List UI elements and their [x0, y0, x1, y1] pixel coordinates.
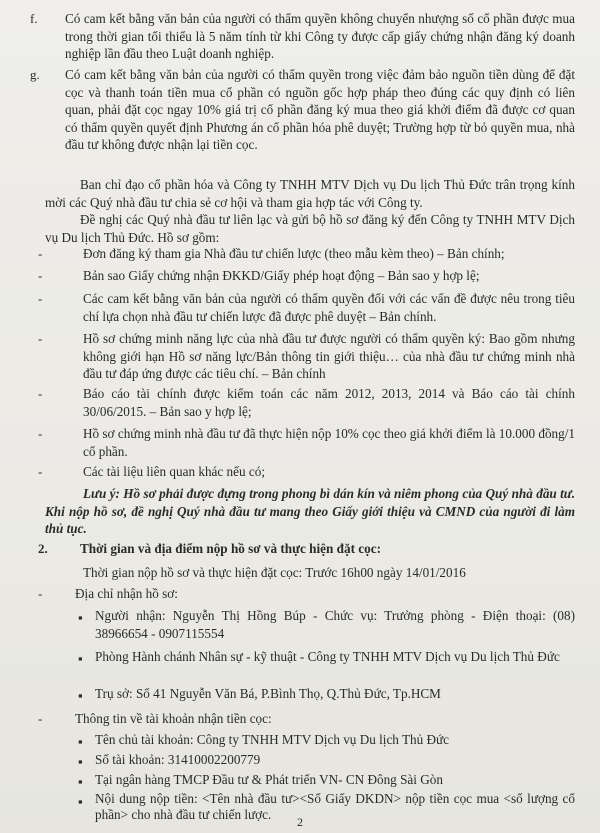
intro-paragraph-2: Đề nghị các Quý nhà đầu tư liên lạc và gửi bộ hồ sơ đăng ký đến Công ty TNHH MTV Dịch vụ Du lịch Thủ Đức. Hồ sơ gồm: — [45, 212, 575, 245]
account-bullet-1: Tên chủ tài khoản: Công ty TNHH MTV Dịch vụ Du lịch Thủ Đức — [95, 732, 450, 747]
page-number: 2 — [297, 815, 303, 829]
dash-marker: - — [38, 464, 43, 479]
dash-marker: - — [38, 268, 43, 283]
account-bullet-4: Nội dung nộp tiền: <Tên nhà đầu tư><Số Giấy DKDN> nộp tiền cọc mua <số lượng cổ phần> cho nhà đầu tư chiến lược. — [95, 791, 575, 822]
doc-item-2: Bản sao Giấy chứng nhận ĐKKD/Giấy phép hoạt động – Bản sao y hợp lệ; — [83, 268, 480, 283]
doc-item-1: Đơn đăng ký tham gia Nhà đầu tư chiến lược (theo mẫu kèm theo) – Bản chính; — [83, 246, 505, 261]
item-g-marker: g. — [30, 67, 40, 82]
square-bullet-icon: ▪ — [78, 794, 83, 809]
item-g-text: Có cam kết bằng văn bản của người có thẩm quyền trong việc đảm bảo nguồn tiền dùng để đặt cọc và thanh toán tiền mua cổ phần có nguồn gốc hợp pháp theo đúng các quy định có liên quan, phải đặt cọc ngay 10% giá trị cổ phần đăng ký mua theo giá khởi điểm đã được cơ quan có thẩm quyền quyết định Phương án cổ phần hóa phê duyệt; Trường hợp từ bỏ quyền mua, nhà đầu tư không được nhận lại tiền cọc. — [65, 67, 575, 152]
address-bullet-3: Trụ sở: Số 41 Nguyễn Văn Bá, P.Bình Thọ, Q.Thủ Đức, Tp.HCM — [95, 686, 441, 701]
square-bullet-icon: ▪ — [78, 754, 83, 769]
item-f-marker: f. — [30, 11, 38, 26]
square-bullet-icon: ▪ — [78, 688, 83, 703]
doc-item-7: Các tài liệu liên quan khác nếu có; — [83, 464, 265, 479]
deadline-text: Thời gian nộp hồ sơ và thực hiện đặt cọc: Trước 16h00 ngày 14/01/2016 — [83, 565, 466, 580]
square-bullet-icon: ▪ — [78, 734, 83, 749]
dash-marker: - — [38, 246, 43, 261]
account-label: Thông tin về tài khoản nhận tiền cọc: — [75, 711, 272, 726]
intro-paragraph-1: Ban chỉ đạo cổ phần hóa và Công ty TNHH MTV Dịch vụ Du lịch Thủ Đức trân trọng kính mời các Quý nhà đầu tư chia sẻ cơ hội và tham gia hợp tác với Công ty. — [45, 177, 575, 210]
dash-marker: - — [38, 331, 43, 346]
square-bullet-icon: ▪ — [78, 610, 83, 625]
square-bullet-icon: ▪ — [78, 651, 83, 666]
account-bullet-2: Số tài khoản: 31410002200779 — [95, 752, 261, 767]
address-bullet-1: Người nhận: Nguyễn Thị Hồng Búp - Chức vụ: Trưởng phòng - Điện thoại: (08) 38966654 - 0907115554 — [95, 608, 575, 641]
dash-marker: - — [38, 386, 43, 401]
item-f-text: Có cam kết bằng văn bản của người có thẩm quyền không chuyển nhượng số cổ phần được mua trong thời gian tối thiểu là 5 năm tính từ khi Công ty được cấp giấy chứng nhận đăng ký doanh nghiệp lần đầu theo Luật doanh nghiệp. — [65, 11, 575, 61]
doc-item-5: Báo cáo tài chính được kiểm toán các năm 2012, 2013, 2014 và Báo cáo tài chính 30/06/2015. – Bản sao y hợp lệ; — [83, 386, 575, 419]
doc-item-3: Các cam kết bằng văn bản của người có thẩm quyền đối với các vấn đề được nêu trong tiêu chí lựa chọn nhà đầu tư chiến lược đã được phê duyệt – Bản chính. — [83, 291, 575, 324]
dash-marker: - — [38, 586, 43, 601]
section-2-number: 2. — [38, 541, 48, 556]
doc-item-4: Hồ sơ chứng minh năng lực của nhà đầu tư được người có thẩm quyền ký: Bao gồm nhưng không giới hạn Hồ sơ năng lực/Bản thông tin giới thiệu… của nhà đầu tư chứng minh nhà đầu tư đáp ứng được các tiêu chí. – Bản chính — [83, 331, 575, 381]
note-paragraph: Lưu ý: Hồ sơ phải được đựng trong phong bì dán kín và niêm phong của Quý nhà đầu tư. Khi nộp hồ sơ, đề nghị Quý nhà đầu tư mang theo Giấy giới thiệu và CMND của người đi làm thủ tục. — [45, 486, 575, 536]
square-bullet-icon: ▪ — [78, 774, 83, 789]
doc-item-6: Hồ sơ chứng minh nhà đầu tư đã thực hiện nộp 10% cọc theo giá khởi điểm là 10.000 đồng/1 cổ phần. — [83, 426, 575, 459]
dash-marker: - — [38, 291, 43, 306]
dash-marker: - — [38, 426, 43, 441]
dash-marker: - — [38, 711, 43, 726]
address-bullet-2: Phòng Hành chánh Nhân sự - kỹ thuật - Công ty TNHH MTV Dịch vụ Du lịch Thủ Đức — [95, 649, 560, 664]
section-2-title: Thời gian và địa điểm nộp hồ sơ và thực hiện đặt cọc: — [80, 541, 381, 556]
account-bullet-3: Tại ngân hàng TMCP Đầu tư & Phát triển VN- CN Đông Sài Gòn — [95, 772, 443, 787]
address-label: Địa chỉ nhận hồ sơ: — [75, 586, 178, 601]
